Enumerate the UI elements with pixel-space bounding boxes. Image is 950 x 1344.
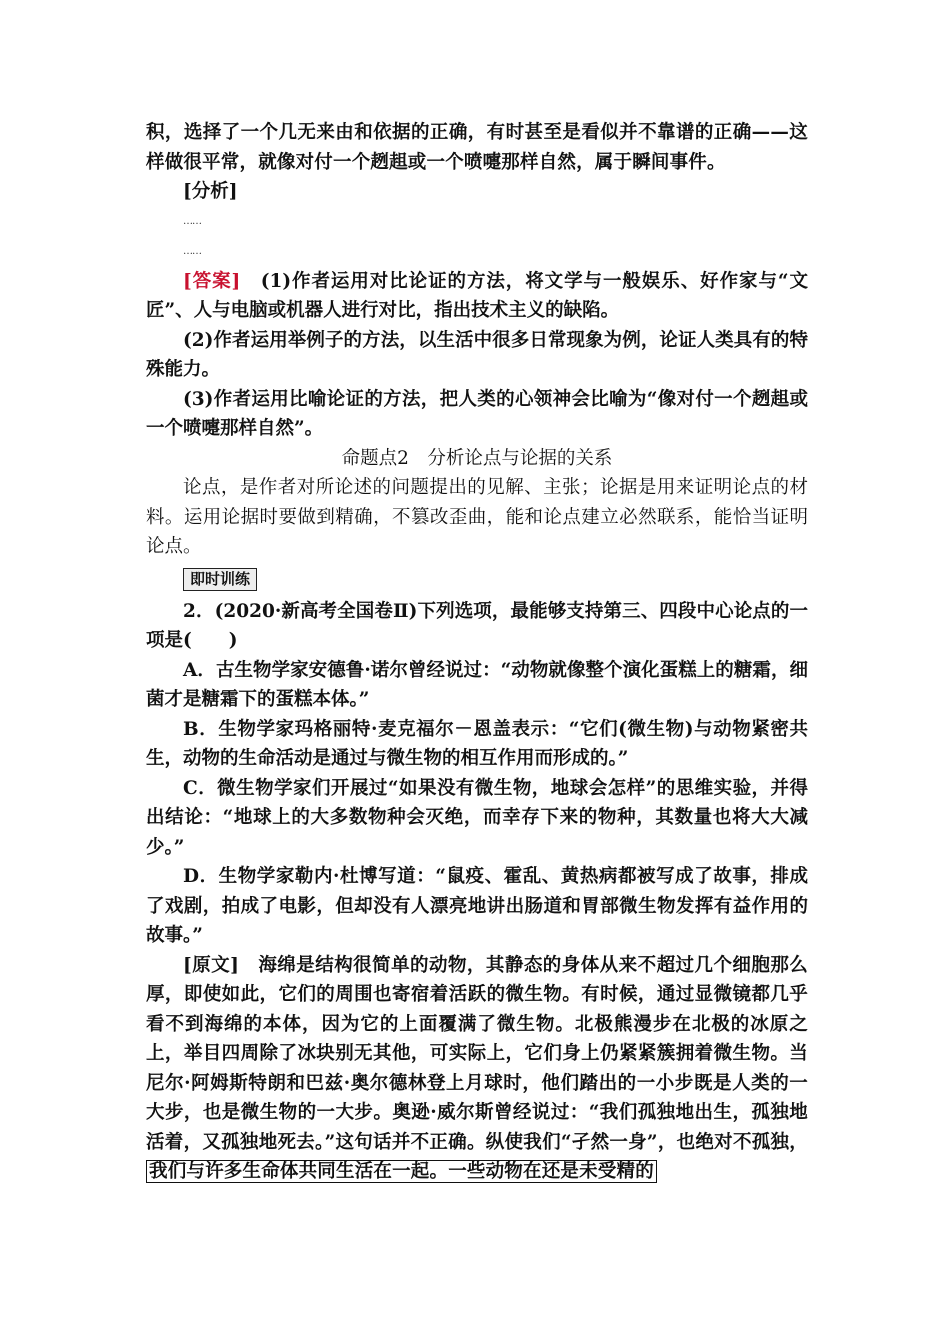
original-body: 海绵是结构很简单的动物，其静态的身体从来不超过几个细胞那么厚，即使如此，它们的周围也寄宿着活跃的微生物。有时候，通过显微镜都几乎看不到海绵的本体，因为它的上面覆满了微生物。北极熊漫步在北极的冰原之上，举目四周除了冰块别无其他，可实际上，它们身上仍紧紧簇拥着微生物。当尼尔·阿姆斯特朗和巴兹·奥尔德林登上月球时，他们踏出的一小步既是人类的一大步，也是微生物的一大步。奥逊·威尔斯曾经说过：“我们孤独地出生，孤独地活着，又孤独地死去。”这句话并不正确。纵使我们“孑然一身”，也绝对不孤独， xyxy=(146,954,809,1153)
question-number: 2． xyxy=(183,600,215,622)
option-c-key: C． xyxy=(183,777,218,799)
section-title: 命题点2 分析论点与论据的关系 xyxy=(341,447,613,469)
question-stem-text: 下列选项，最能够支持第三、四段中心论点的一项是( ) xyxy=(146,600,808,651)
option-c xyxy=(146,774,808,863)
option-a-key: A． xyxy=(183,659,216,681)
paragraph-top: 积，选择了一个几无来由和依据的正确，有时甚至是看似并不靠谱的正确——这样做很平常，就像对付一个趔趄或一个喷嚏那样自然，属于瞬间事件。 xyxy=(146,122,808,173)
question-source: (2020·新高考全国卷Ⅱ) xyxy=(214,600,418,622)
option-d-text: 生物学家勒内·杜博写道：“鼠疫、霍乱、黄热病都被写成了故事，排成了戏剧，拍成了电影，但却没有人漂亮地讲出肠道和胃部微生物发挥有益作用的故事。” xyxy=(146,866,808,946)
original-text xyxy=(146,951,808,1187)
answer-label: [答案] xyxy=(183,270,241,292)
dots-line-1: …… xyxy=(183,215,201,227)
answer-1 xyxy=(146,267,808,326)
practice-tag: 即时训练 xyxy=(183,568,257,591)
option-d-key: D． xyxy=(183,866,219,887)
option-c-text: 微生物学家们开展过“如果没有微生物，地球会怎样”的思维实验，并得出结论：“地球上的大多数物种会灭绝，而幸存下来的物种，其数量也将大大减少。” xyxy=(146,777,808,858)
question-stem xyxy=(146,597,808,656)
option-d xyxy=(146,862,808,951)
content-column xyxy=(146,118,808,1187)
answer-2: (2)作者运用举例子的方法，以生活中很多日常现象为例，论证人类具有的特殊能力。 xyxy=(146,329,808,380)
answer-3: (3)作者运用比喻论证的方法，把人类的心领神会比喻为“像对付一个趔趄或一个喷嚏那样自然”。 xyxy=(146,388,808,439)
dots-line-2: …… xyxy=(183,245,201,257)
option-b xyxy=(146,715,808,774)
option-a xyxy=(146,656,808,715)
answer-1-text: (1)作者运用对比论证的方法，将文学与一般娱乐、好作家与“文匠”、人与电脑或机器人进行对比，指出技术主义的缺陷。 xyxy=(146,270,808,321)
option-b-key: B． xyxy=(183,718,219,740)
option-a-text: 古生物学家安德鲁·诺尔曾经说过：“动物就像整个演化蛋糕上的糖霜，细菌才是糖霜下的蛋糕本体。” xyxy=(146,659,808,710)
option-b-text: 生物学家玛格丽特·麦克福尔－恩盖表示：“它们(微生物)与动物紧密共生，动物的生命活动是通过与微生物的相互作用而形成的。” xyxy=(146,718,809,769)
original-label: [原文] xyxy=(183,954,240,976)
analysis-label: [分析] xyxy=(183,181,238,202)
section-intro: 论点，是作者对所论述的问题提出的见解、主张；论据是用来证明论点的材料。运用论据时要做到精确，不篡改歪曲，能和论点建立必然联系，能恰当证明论点。 xyxy=(146,477,808,557)
original-boxed-sentence: 我们与许多生命体共同生活在一起。一些动物在还是未受精的 xyxy=(146,1160,657,1183)
